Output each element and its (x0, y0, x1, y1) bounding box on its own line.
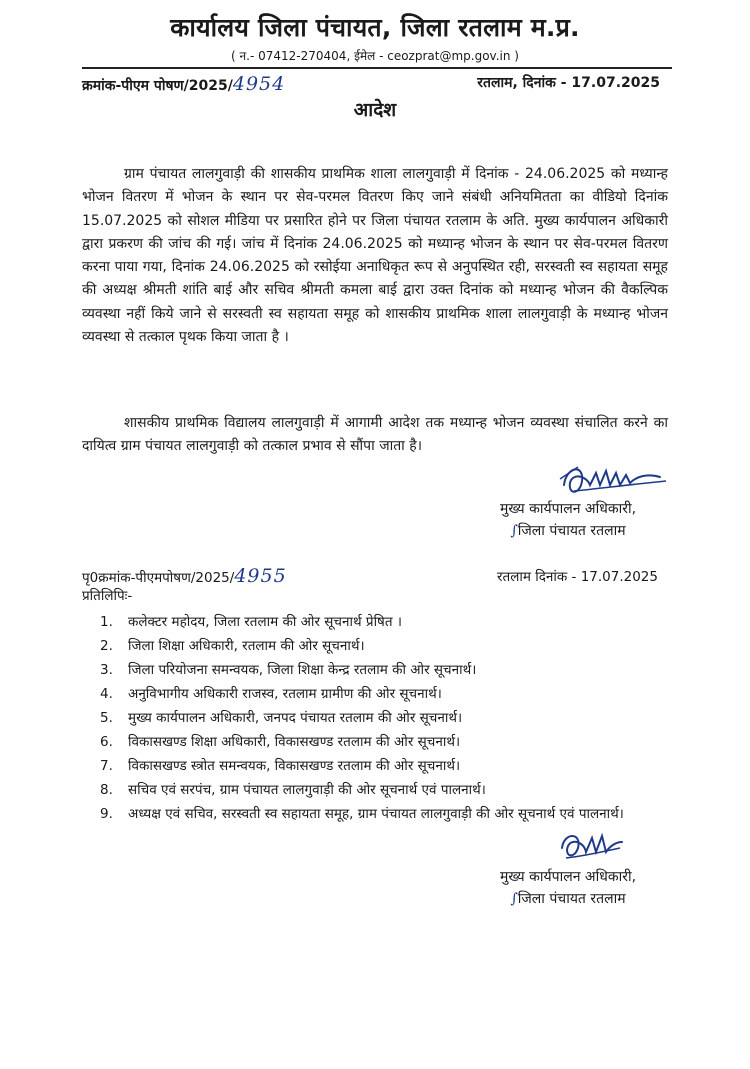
signature-2-designation: मुख्य कार्यपालन अधिकारी, (500, 869, 637, 885)
list-item: 5. मुख्य कार्यपालन अधिकारी, जनपद पंचायत रतलाम की ओर सूचनार्थ। (100, 710, 463, 726)
order-paragraph-1: ग्राम पंचायत लालगुवाड़ी की शासकीय प्राथमिक शाला लालगुवाड़ी में दिनांक - 24.06.2025 को मध्यान्ह भोजन वितरण में भोजन के स्थान पर सेव-परमल वितरण किए जाने संबंधी अनियमितता का वीडियो दिनांक 15.07.2025 को सोशल मीडिया पर प्रसारित होने पर जिला पंचायत रतलाम के अति. मुख्य कार्यपालन अधिकारी द्वारा प्रकरण की जांच की गई। जांच में दिनांक 24.06.2025 को मध्यान्ह भोजन के स्थान पर सेव-परमल वितरण करना पाया गया, दिनांक 24.06.2025 को रसोईया अनाधिकृत रूप से अनुपस्थित रही, सरस्वती स्व सहायता समूह की अध्यक्ष श्रीमती शांति बाई और सचिव श्रीमती कमला बाई द्वारा उक्त दिनांक को मध्यान्ह भोजन की वैकल्पिक व्यवस्था नहीं किये जाने से सरस्वती स्व सहायता समूह को शासकीय प्राथमिक शाला लालगुवाड़ी के मध्यान्ह भोजन व्यवस्था से तत्काल पृथक किया जाता है । (82, 166, 668, 346)
signature-1-office: ∫जिला पंचायत रतलाम (510, 523, 626, 539)
signature-2-scribble (556, 826, 626, 870)
copy-reference-number: 4955 (234, 565, 287, 587)
list-item: 3. जिला परियोजना समन्वयक, जिला शिक्षा केन्द्र रतलाम की ओर सूचनार्थ। (100, 662, 477, 678)
order-reference-number: 4954 (232, 73, 286, 95)
signature-2-block (500, 866, 636, 910)
signature-2-icon (556, 826, 626, 870)
signature-2-office: ∫जिला पंचायत रतलाम (510, 891, 626, 907)
list-item: 7. विकासखण्ड स्त्रोत समन्वयक, विकासखण्ड रतलाम की ओर सूचनार्थ। (100, 758, 461, 774)
list-item: 4. अनुविभागीय अधिकारी राजस्व, रतलाम ग्रामीण की ओर सूचनार्थ। (100, 686, 442, 702)
list-item: 2. जिला शिक्षा अधिकारी, रतलाम की ओर सूचनार्थ। (100, 638, 365, 654)
order-paragraph-2: शासकीय प्राथमिक विद्यालय लालगुवाड़ी में आगामी आदेश तक मध्यान्ह भोजन व्यवस्था संचालित करने का दायित्व ग्राम पंचायत लालगुवाड़ी को तत्काल प्रभाव से सौंपा जाता है। (82, 415, 668, 455)
signature-1-block (500, 498, 636, 542)
contact-line: ( न.- 07412-270404, ईमेल - ceozprat@mp.gov.in ) (231, 49, 519, 63)
copy-heading: प्रतिलिपिः- (82, 588, 133, 604)
list-item: 1. कलेक्टर महोदय, जिला रतलाम की ओर सूचनार्थ प्रेषित । (100, 614, 402, 630)
copy-reference (82, 565, 287, 587)
copy-reference-prefix: पृ0क्रमांक-पीएमपोषण/2025/ (82, 570, 235, 586)
copy-recipient-list (100, 610, 670, 826)
order-reference-prefix: क्रमांक-पीएम पोषण/2025/ (82, 78, 233, 94)
order-reference (82, 73, 285, 95)
order-place-date: रतलाम, दिनांक - 17.07.2025 (477, 75, 660, 91)
list-item: 6. विकासखण्ड शिक्षा अधिकारी, विकासखण्ड रतलाम की ओर सूचनार्थ। (100, 734, 461, 750)
copy-place-date: रतलाम दिनांक - 17.07.2025 (496, 569, 658, 585)
header-divider (82, 67, 672, 69)
list-item: 8. सचिव एवं सरपंच, ग्राम पंचायत लालगुवाड़ी की ओर सूचनार्थ एवं पालनार्थ। (100, 782, 486, 798)
list-item: 9. अध्यक्ष एवं सचिव, सरस्वती स्व सहायता समूह, ग्राम पंचायत लालगुवाड़ी की ओर सूचनार्थ एवं पालनार्थ। (100, 806, 624, 822)
office-title: कार्यालय जिला पंचायत, जिला रतलाम म.प्र. (170, 13, 580, 42)
order-heading: आदेश (353, 99, 397, 121)
signature-1-designation: मुख्य कार्यपालन अधिकारी, (500, 501, 637, 517)
